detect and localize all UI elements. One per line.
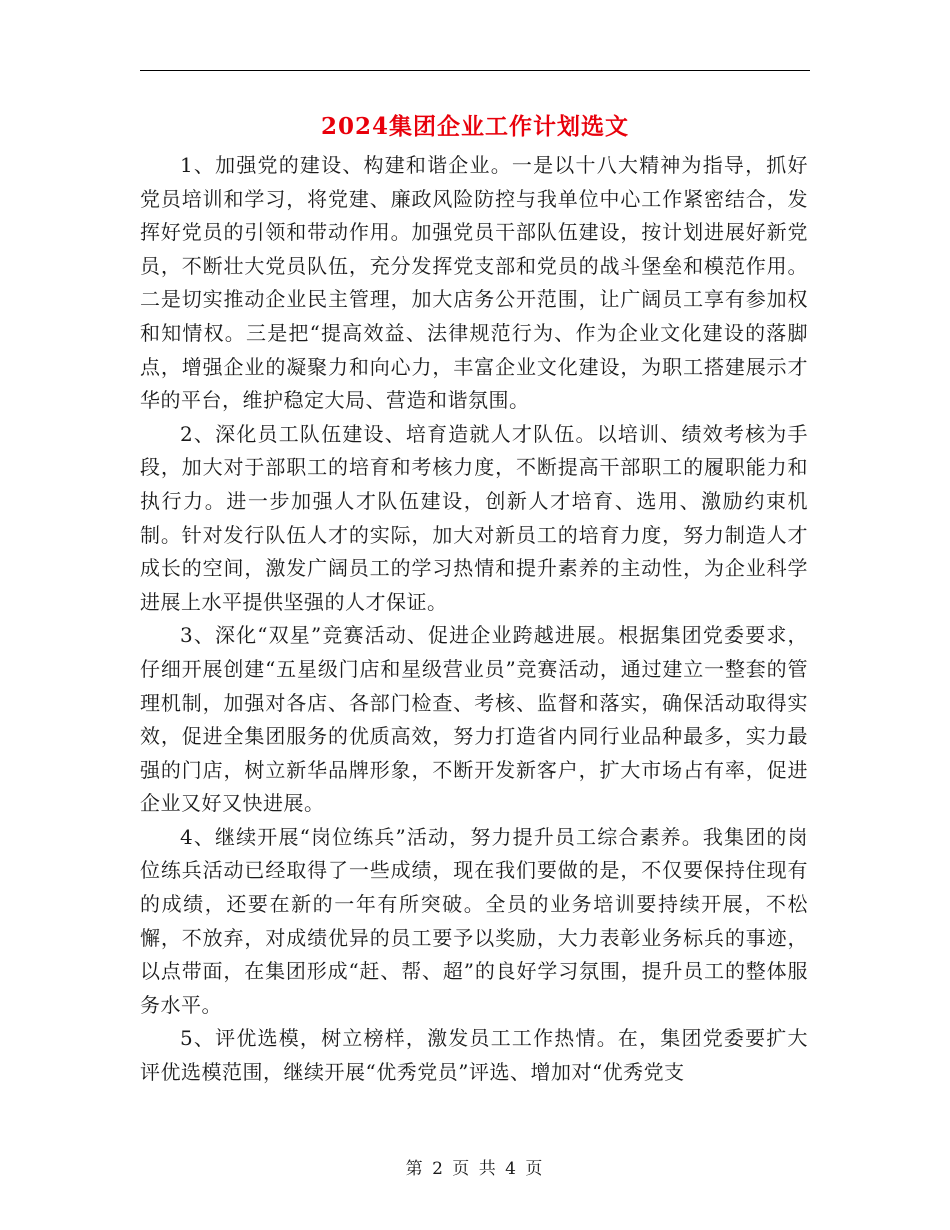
- footer-page-number: 2: [432, 1159, 445, 1179]
- paragraph-5: 5、评优选模，树立榜样，激发员工工作热情。在，集团党委要扩大评优选模范围，继续开展“优秀党员”评选、增加对“优秀党支: [140, 1026, 808, 1085]
- document-body: [140, 149, 808, 1090]
- footer-suffix: 页: [525, 1159, 545, 1179]
- paragraph-1: 1、加强党的建设、构建和谐企业。一是以十八大精神为指导，抓好党员培训和学习，将党建、廉政风险防控与我单位中心工作紧密结合，发挥好党员的引领和带动作用。加强党员干部队伍建设，按计划进展好新党员，不断壮大党员队伍，充分发挥党支部和党员的战斗堡垒和模范作用。二是切实推动企业民主管理，加大店务公开范围，让广阔员工享有参加权和知情权。三是把“提高效益、法律规范行为、作为企业文化建设的落脚点，增强企业的凝聚力和向心力，丰富企业文化建设，为职工搭建展示才华的平台，维护稳定大局、营造和谐氛围。: [140, 153, 808, 413]
- footer-total-label: 共: [478, 1159, 498, 1179]
- document-title: 2024集团企业工作计划选文: [320, 113, 629, 140]
- footer-page-label: 页: [452, 1159, 472, 1179]
- paragraph-2: 2、深化员工队伍建设、培育造就人才队伍。以培训、绩效考核为手段，加大对于部职工的培育和考核力度，不断提高干部职工的履职能力和执行力。进一步加强人才队伍建设，创新人才培育、选用、激励约束机制。针对发行队伍人才的实际，加大对新员工的培育力度，努力制造人才成长的空间，激发广阔员工的学习热情和提升素养的主动性，为企业科学进展上水平提供坚强的人才保证。: [140, 421, 808, 614]
- footer-prefix: 第: [405, 1159, 425, 1179]
- paragraph-4: 4、继续开展“岗位练兵”活动，努力提升员工综合素养。我集团的岗位练兵活动已经取得了一些成绩，现在我们要做的是，不仅要保持住现有的成绩，还要在新的一年有所突破。全员的业务培训要持续开展，不松懈，不放弃，对成绩优异的员工要予以奖励，大力表彰业务标兵的事迹，以点带面，在集团形成“赶、帮、超”的良好学习氛围，提升员工的整体服务水平。: [140, 824, 808, 1017]
- page-footer: [0, 1154, 950, 1179]
- header-rule: [140, 70, 810, 71]
- paragraph-3: 3、深化“双星”竞赛活动、促进企业跨越进展。根据集团党委要求，仔细开展创建“五星级门店和星级营业员”竞赛活动，通过建立一整套的管理机制，加强对各店、各部门检查、考核、监督和落实，确保活动取得实效，促进全集团服务的优质高效，努力打造省内同行业品种最多，实力最强的门店，树立新华品牌形象，不断开发新客户，扩大市场占有率，促进企业又好又快进展。: [140, 623, 808, 816]
- footer-total-pages: 4: [505, 1159, 518, 1179]
